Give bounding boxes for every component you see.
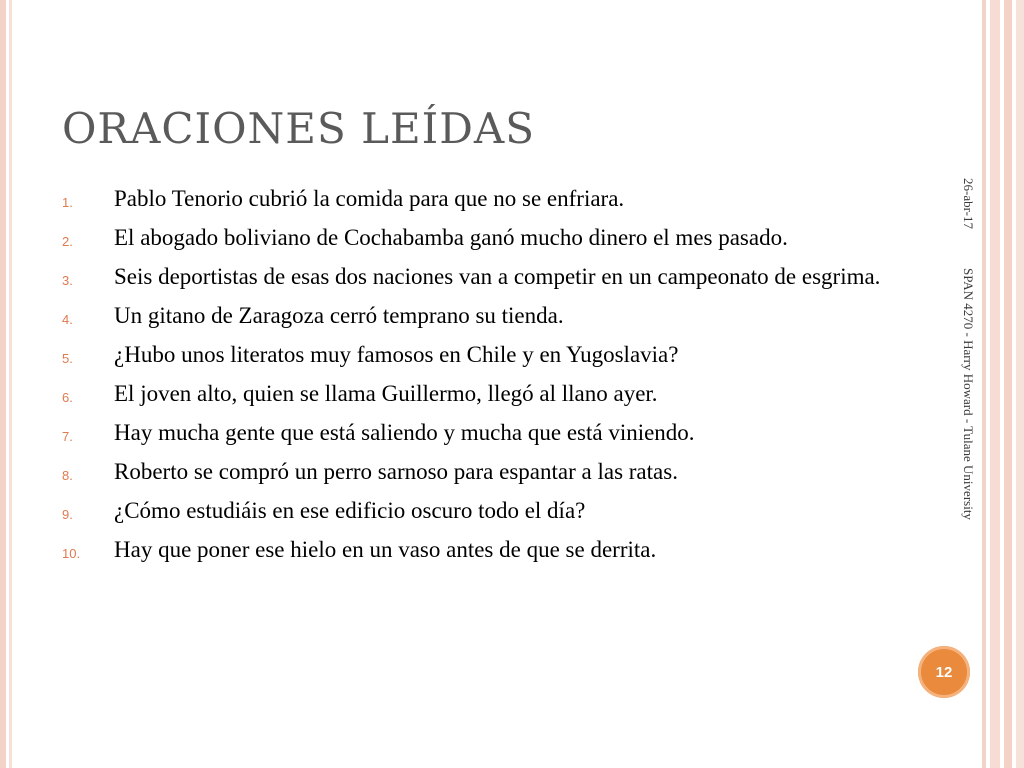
- list-item: [62, 418, 882, 447]
- item-text: El joven alto, quien se llama Guillermo, llegó al llano ayer.: [114, 381, 658, 406]
- left-border-stripe-thin: [9, 0, 12, 768]
- item-text: Un gitano de Zaragoza cerró temprano su tienda.: [114, 303, 564, 328]
- item-text: Seis deportistas de esas dos naciones van a competir en un campeonato de esgrima.: [114, 264, 881, 289]
- item-text: ¿Hubo unos literatos muy famosos en Chile y en Yugoslavia?: [114, 342, 679, 367]
- left-border-stripe: [0, 0, 6, 768]
- item-text: Pablo Tenorio cubrió la comida para que no se enfriara.: [114, 186, 625, 211]
- slide-number-badge: 12: [918, 646, 970, 698]
- list-item: [62, 340, 882, 369]
- right-border-stripe: [982, 0, 986, 768]
- item-text: Hay que poner ese hielo en un vaso antes de que se derrita.: [114, 537, 657, 562]
- list-item: [62, 184, 882, 213]
- item-number: 9.: [62, 507, 73, 522]
- item-number: 1.: [62, 195, 73, 210]
- list-item: [62, 379, 882, 408]
- item-number: 5.: [62, 351, 73, 366]
- right-border-stripe: [990, 0, 1000, 768]
- list-item: [62, 457, 882, 486]
- slide-date: 26-abr-17: [961, 178, 976, 229]
- item-number: 8.: [62, 468, 73, 483]
- item-number: 3.: [62, 273, 73, 288]
- list-item: [62, 496, 882, 525]
- slide-footer: SPAN 4270 - Harry Howard - Tulane University: [961, 268, 976, 520]
- item-number: 10.: [62, 546, 81, 561]
- item-number: 2.: [62, 234, 73, 249]
- list-item: [62, 535, 882, 564]
- sentence-list: [62, 184, 882, 574]
- slide-title: ORACIONES LEÍDAS: [62, 104, 535, 153]
- item-text: El abogado boliviano de Cochabamba ganó mucho dinero el mes pasado.: [114, 225, 788, 250]
- item-text: ¿Cómo estudiáis en ese edificio oscuro todo el día?: [114, 498, 586, 523]
- right-border-stripe: [1004, 0, 1012, 768]
- list-item: [62, 262, 882, 291]
- item-number: 7.: [62, 429, 73, 444]
- list-item: [62, 223, 882, 252]
- list-item: [62, 301, 882, 330]
- item-number: 6.: [62, 390, 73, 405]
- item-text: Roberto se compró un perro sarnoso para espantar a las ratas.: [114, 459, 678, 484]
- item-text: Hay mucha gente que está saliendo y mucha que está viniendo.: [114, 420, 695, 445]
- item-number: 4.: [62, 312, 73, 327]
- right-border-stripe: [1016, 0, 1024, 768]
